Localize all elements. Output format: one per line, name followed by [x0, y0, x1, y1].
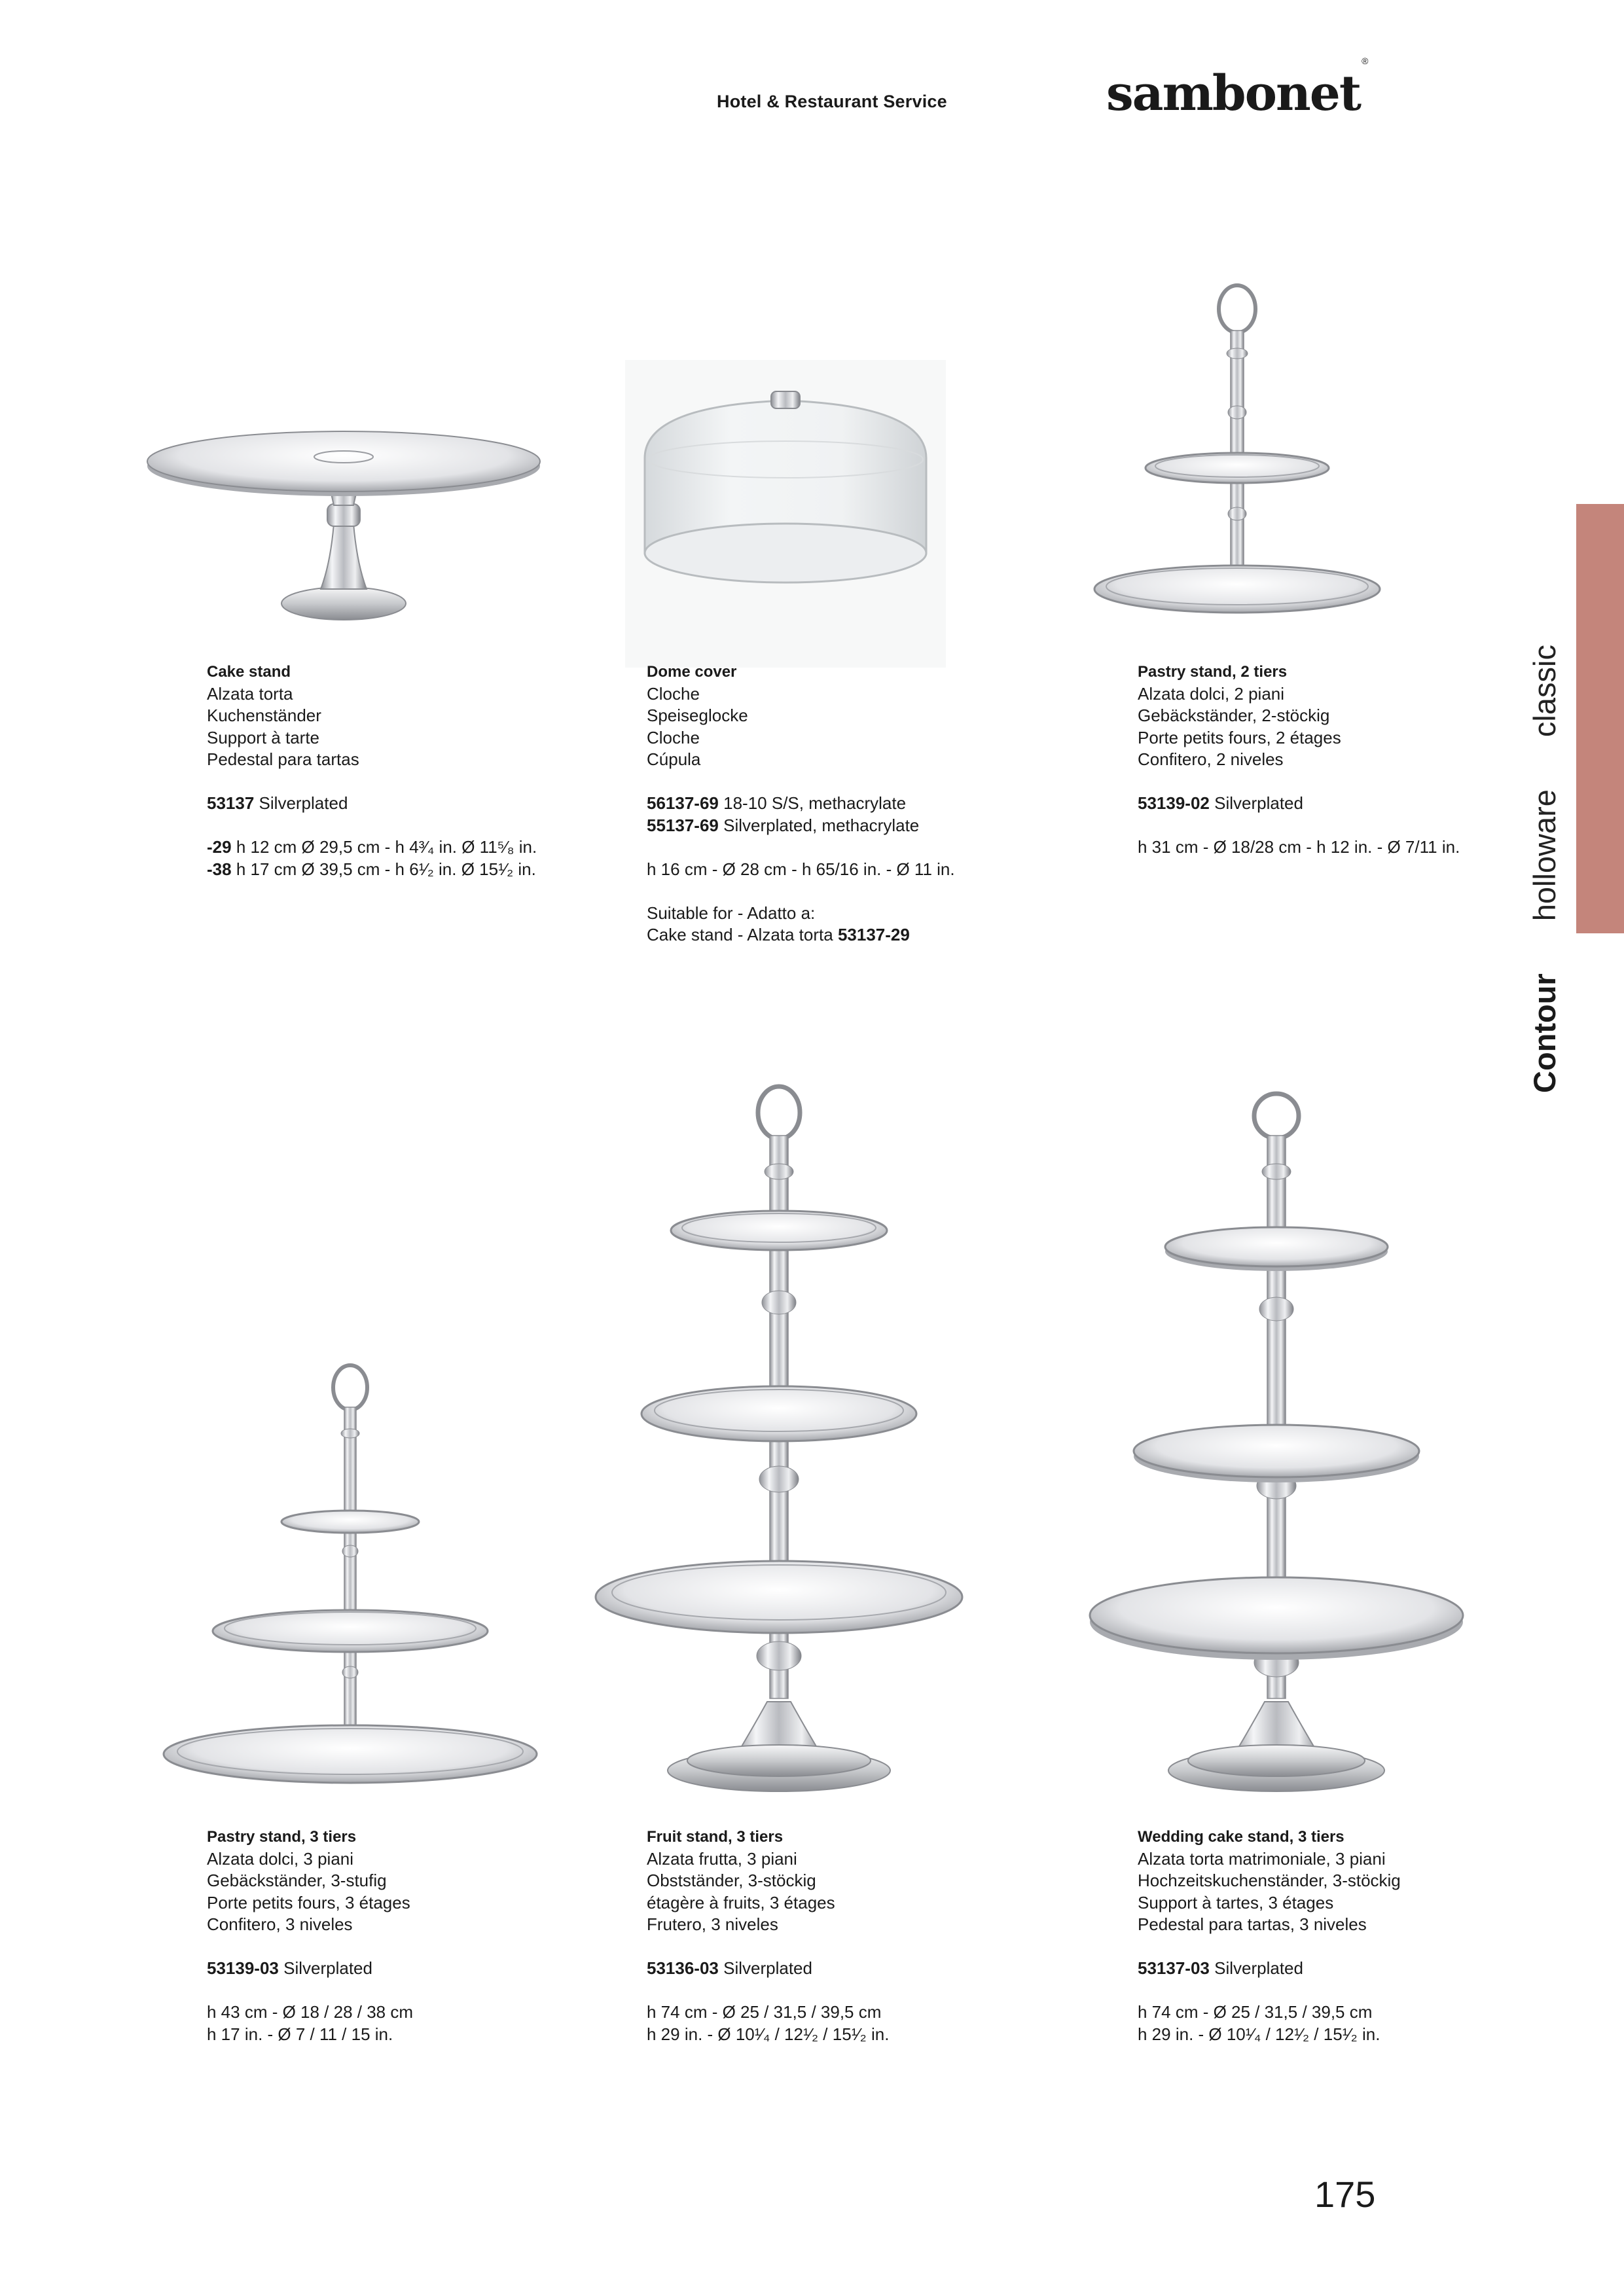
translation-fr: Support à tartes, 3 étages [1138, 1892, 1334, 1912]
product-finish: Silverplated [1214, 1958, 1303, 1978]
cake-stand-image [147, 431, 540, 620]
translation-it: Alzata dolci, 2 piani [1138, 683, 1285, 704]
page-number: 175 [1314, 2174, 1376, 2215]
translation-de: Obstständer, 3-stöckig [647, 1871, 816, 1890]
translation-de: Speiseglocke [647, 706, 748, 725]
translation-it: Alzata torta matrimoniale, 3 piani [1138, 1848, 1386, 1869]
product-finish: Silverplated [723, 1958, 812, 1978]
product-title: Pastry stand, 2 tiers [1138, 663, 1288, 681]
translation-it: Alzata dolci, 3 piani [207, 1848, 354, 1869]
product-title: Fruit stand, 3 tiers [647, 1828, 784, 1846]
product-title: Wedding cake stand, 3 tiers [1138, 1828, 1344, 1846]
product-dims-in: h 29 in. - Ø 10¹⁄₄ / 12¹⁄₂ / 15¹⁄₂ in. [647, 2024, 890, 2044]
product-wedding-cake-stand-3-tiers [1138, 1826, 1401, 2045]
suitable-label: Suitable for - Adatto a: [647, 903, 816, 923]
product-pastry-stand-3-tiers [207, 1826, 413, 2045]
product-finish: 18-10 S/S, methacrylate [723, 793, 907, 813]
product-code: 53136-03 [647, 1958, 719, 1978]
product-dims: h 16 cm - Ø 28 cm - h 65/16 in. - Ø 11 in. [647, 859, 955, 879]
translation-es: Pedestal para tartas [207, 749, 359, 769]
variant-dims: h 17 cm Ø 39,5 cm - h 6¹⁄₂ in. Ø 15¹⁄₂ in. [236, 859, 536, 879]
translation-es: Pedestal para tartas, 3 niveles [1138, 1914, 1367, 1934]
series-label: Contour [1527, 973, 1562, 1093]
product-cake-stand [207, 661, 537, 880]
product-dims-in: h 17 in. - Ø 7 / 11 / 15 in. [207, 2024, 393, 2044]
product-title: Pastry stand, 3 tiers [207, 1828, 357, 1846]
product-title: Cake stand [207, 663, 291, 681]
product-title: Dome cover [647, 663, 737, 681]
translation-fr: étagère à fruits, 3 étages [647, 1892, 835, 1912]
subcategory-label: classic [1527, 645, 1562, 738]
translation-fr: Porte petits fours, 2 étages [1138, 727, 1341, 747]
translation-fr: Support à tarte [207, 727, 319, 747]
product-fruit-stand-3-tiers [647, 1826, 889, 2045]
translation-es: Confitero, 2 niveles [1138, 749, 1284, 769]
translation-es: Confitero, 3 niveles [207, 1914, 353, 1934]
product-pastry-stand-2-tiers [1138, 661, 1460, 859]
dome-cover-image [625, 360, 946, 668]
product-code: 53137-03 [1138, 1958, 1210, 1978]
translation-it: Alzata frutta, 3 piani [647, 1848, 797, 1869]
suitable-code: 53137-29 [837, 925, 910, 944]
pastry-stand-3-tiers-image [164, 1365, 537, 1783]
product-code: 55137-69 [647, 815, 719, 835]
product-finish: Silverplated [259, 793, 348, 813]
fruit-stand-3-tiers-image [596, 1086, 962, 1791]
product-finish: Silverplated [283, 1958, 372, 1978]
category-label: holloware [1527, 789, 1562, 922]
translation-fr: Porte petits fours, 3 étages [207, 1892, 410, 1912]
variant-code: -38 [207, 859, 232, 879]
translation-de: Gebäckständer, 3-stufig [207, 1871, 387, 1890]
product-code: 53139-03 [207, 1958, 279, 1978]
translation-de: Kuchenständer [207, 706, 321, 725]
product-dims-in: h 29 in. - Ø 10¹⁄₄ / 12¹⁄₂ / 15¹⁄₂ in. [1138, 2024, 1380, 2044]
product-dims-cm: h 74 cm - Ø 25 / 31,5 / 39,5 cm [647, 2002, 882, 2022]
translation-es: Cúpula [647, 749, 701, 769]
product-code: 53139-02 [1138, 793, 1210, 813]
translation-de: Gebäckständer, 2-stöckig [1138, 706, 1330, 725]
translation-de: Hochzeitskuchenständer, 3-stöckig [1138, 1871, 1401, 1890]
suitable-text: Cake stand - Alzata torta [647, 925, 833, 944]
product-finish: Silverplated, methacrylate [723, 815, 920, 835]
translation-it: Cloche [647, 683, 700, 704]
product-code: 56137-69 [647, 793, 719, 813]
registered-mark: ® [1362, 56, 1367, 67]
variant-dims: h 12 cm Ø 29,5 cm - h 4³⁄₄ in. Ø 11⁵⁄₈ in. [236, 837, 537, 857]
pastry-stand-2-tiers-image [1094, 285, 1380, 613]
product-code: 53137 [207, 793, 255, 813]
translation-es: Frutero, 3 niveles [647, 1914, 778, 1934]
header-service-label: Hotel & Restaurant Service [717, 92, 947, 111]
brand-wordmark: sambonet [1106, 65, 1361, 122]
product-dims: h 31 cm - Ø 18/28 cm - h 12 in. - Ø 7/11 in. [1138, 837, 1460, 857]
product-dome-cover [647, 661, 955, 946]
variant-code: -29 [207, 837, 232, 857]
product-dims-cm: h 74 cm - Ø 25 / 31,5 / 39,5 cm [1138, 2002, 1373, 2022]
product-finish: Silverplated [1214, 793, 1303, 813]
translation-fr: Cloche [647, 727, 700, 747]
wedding-cake-stand-3-tiers-image [1090, 1094, 1463, 1791]
translation-it: Alzata torta [207, 683, 293, 704]
product-dims-cm: h 43 cm - Ø 18 / 28 / 38 cm [207, 2002, 414, 2022]
